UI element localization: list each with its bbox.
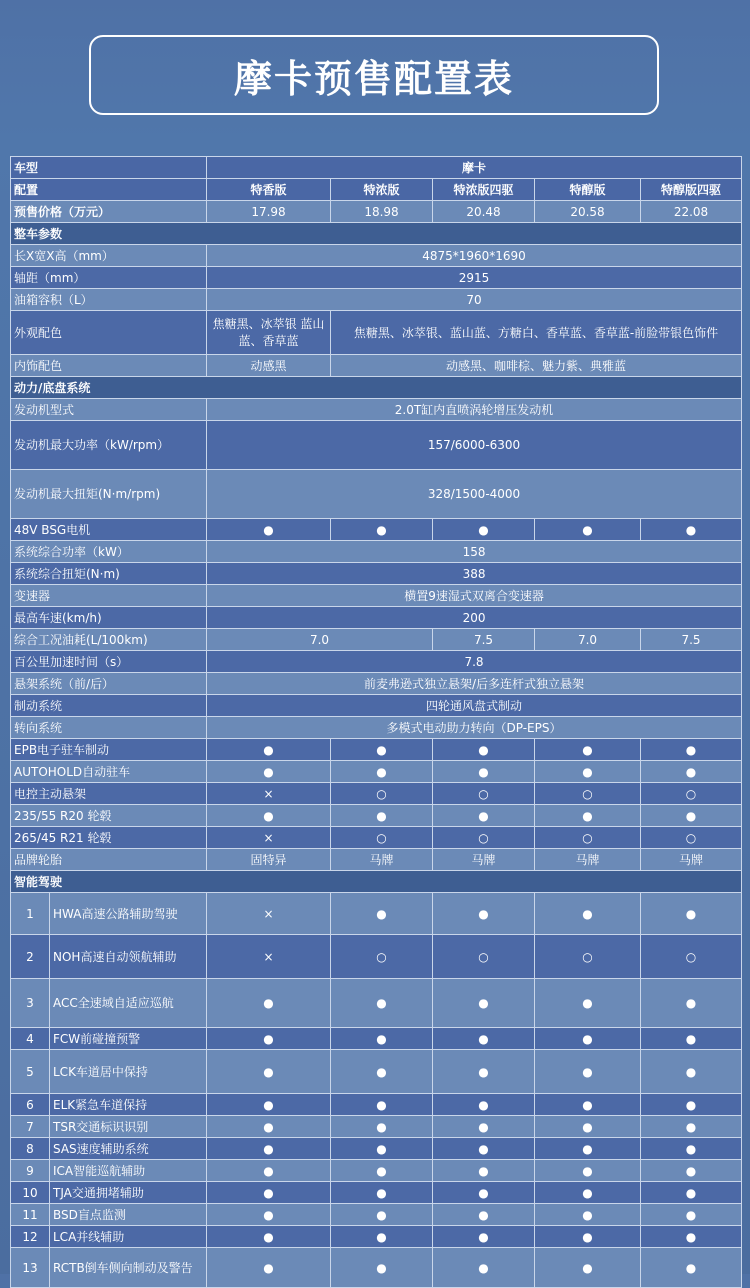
feature-mark: ○ — [433, 827, 535, 849]
section-title: 动力/底盘系统 — [11, 377, 742, 399]
row-brake — [11, 695, 742, 717]
smart-feature-name: RCTB倒车侧向制动及警告 — [50, 1248, 207, 1288]
feature-mark: ● — [331, 805, 433, 827]
feature-mark: ● — [535, 1116, 641, 1138]
row-interior — [11, 355, 742, 377]
param-value: 动感黑 — [207, 355, 331, 377]
smart-feature-name: LCA并线辅助 — [50, 1226, 207, 1248]
section-power — [11, 377, 742, 399]
feature-mark: × — [207, 783, 331, 805]
param-value: 7.0 — [207, 629, 433, 651]
param-label: 发动机型式 — [11, 399, 207, 421]
smart-row-number: 11 — [11, 1204, 50, 1226]
feature-mark: ● — [207, 1028, 331, 1050]
feature-mark: ● — [433, 519, 535, 541]
param-label: 265/45 R21 轮毂 — [11, 827, 207, 849]
row-active-suspension — [11, 783, 742, 805]
smart-row-number: 3 — [11, 979, 50, 1028]
version-name: 特香版 — [207, 179, 331, 201]
row-epb — [11, 739, 742, 761]
feature-mark: ● — [535, 805, 641, 827]
param-value: 7.5 — [433, 629, 535, 651]
row-bsg — [11, 519, 742, 541]
version-name: 特浓版四驱 — [433, 179, 535, 201]
feature-mark: ○ — [535, 783, 641, 805]
smart-row — [11, 1050, 742, 1094]
feature-mark: ○ — [641, 935, 742, 979]
feature-mark: ● — [331, 1182, 433, 1204]
feature-mark: ● — [641, 1028, 742, 1050]
smart-row-number: 12 — [11, 1226, 50, 1248]
row-r21 — [11, 827, 742, 849]
feature-mark: ● — [535, 1050, 641, 1094]
param-label: 48V BSG电机 — [11, 519, 207, 541]
row-max-power — [11, 421, 742, 470]
param-value: 马牌 — [433, 849, 535, 871]
param-value: 7.0 — [535, 629, 641, 651]
smart-row — [11, 1028, 742, 1050]
smart-feature-name: TSR交通标识识别 — [50, 1116, 207, 1138]
version-name: 特醇版 — [535, 179, 641, 201]
feature-mark: ● — [535, 1204, 641, 1226]
feature-mark: ● — [331, 1160, 433, 1182]
smart-row — [11, 1138, 742, 1160]
smart-row — [11, 893, 742, 935]
feature-mark: ○ — [433, 935, 535, 979]
smart-row-number: 13 — [11, 1248, 50, 1288]
param-value: 158 — [207, 541, 742, 563]
feature-mark: × — [207, 893, 331, 935]
feature-mark: ● — [535, 1182, 641, 1204]
price-value: 18.98 — [331, 201, 433, 223]
feature-mark: ● — [207, 1138, 331, 1160]
row-tire — [11, 849, 742, 871]
section-title: 整车参数 — [11, 223, 742, 245]
smart-feature-name: FCW前碰撞预警 — [50, 1028, 207, 1050]
smart-feature-name: BSD盲点监测 — [50, 1204, 207, 1226]
price-value: 22.08 — [641, 201, 742, 223]
section-smart — [11, 871, 742, 893]
smart-row — [11, 1204, 742, 1226]
price-value: 20.58 — [535, 201, 641, 223]
param-label: 电控主动悬架 — [11, 783, 207, 805]
price-label: 预售价格（万元） — [11, 201, 207, 223]
feature-mark: ● — [433, 761, 535, 783]
feature-mark: ○ — [535, 827, 641, 849]
feature-mark: ● — [535, 1028, 641, 1050]
param-value: 固特异 — [207, 849, 331, 871]
param-value: 4875*1960*1690 — [207, 245, 742, 267]
row-tank — [11, 289, 742, 311]
feature-mark: ● — [433, 1226, 535, 1248]
page-title: 摩卡预售配置表 — [233, 56, 514, 101]
param-label: 百公里加速时间（s） — [11, 651, 207, 673]
feature-mark: ● — [641, 1116, 742, 1138]
param-value: 四轮通风盘式制动 — [207, 695, 742, 717]
feature-mark: ● — [641, 1204, 742, 1226]
row-accel — [11, 651, 742, 673]
feature-mark: ● — [433, 893, 535, 935]
param-value: 328/1500-4000 — [207, 470, 742, 519]
feature-mark: ● — [535, 519, 641, 541]
feature-mark: ● — [433, 739, 535, 761]
feature-mark: × — [207, 827, 331, 849]
row-r20 — [11, 805, 742, 827]
feature-mark: ● — [433, 805, 535, 827]
param-label: 综合工况油耗(L/100km) — [11, 629, 207, 651]
feature-mark: ● — [207, 1204, 331, 1226]
param-label: 转向系统 — [11, 717, 207, 739]
param-label: 外观配色 — [11, 311, 207, 355]
feature-mark: ● — [641, 519, 742, 541]
feature-mark: ● — [331, 1094, 433, 1116]
param-label: EPB电子驻车制动 — [11, 739, 207, 761]
param-label: 油箱容积（L） — [11, 289, 207, 311]
param-value: 200 — [207, 607, 742, 629]
config-label: 配置 — [11, 179, 207, 201]
title-banner — [89, 35, 659, 115]
feature-mark: ● — [433, 1182, 535, 1204]
smart-row-number: 2 — [11, 935, 50, 979]
param-value: 马牌 — [331, 849, 433, 871]
param-value: 157/6000-6300 — [207, 421, 742, 470]
section-title: 智能驾驶 — [11, 871, 742, 893]
feature-mark: ● — [433, 1138, 535, 1160]
row-max-torque — [11, 470, 742, 519]
param-label: 内饰配色 — [11, 355, 207, 377]
version-name: 特醇版四驱 — [641, 179, 742, 201]
param-value: 7.5 — [641, 629, 742, 651]
param-value: 马牌 — [535, 849, 641, 871]
param-value: 2.0T缸内直喷涡轮增压发动机 — [207, 399, 742, 421]
param-label: 制动系统 — [11, 695, 207, 717]
param-value: 前麦弗逊式独立悬架/后多连杆式独立悬架 — [207, 673, 742, 695]
param-value: 388 — [207, 563, 742, 585]
feature-mark: ● — [433, 1116, 535, 1138]
param-label: 发动机最大扭矩(N·m/rpm) — [11, 470, 207, 519]
row-sys-torque — [11, 563, 742, 585]
param-value: 多模式电动助力转向（DP-EPS） — [207, 717, 742, 739]
param-value: 7.8 — [207, 651, 742, 673]
feature-mark: ● — [207, 739, 331, 761]
param-label: 系统综合扭矩(N·m) — [11, 563, 207, 585]
smart-feature-name: ACC全速域自适应巡航 — [50, 979, 207, 1028]
feature-mark: ● — [535, 979, 641, 1028]
param-label: 长X宽X高（mm） — [11, 245, 207, 267]
feature-mark: ● — [207, 805, 331, 827]
row-price — [11, 201, 742, 223]
feature-mark: ● — [331, 893, 433, 935]
price-value: 17.98 — [207, 201, 331, 223]
smart-row — [11, 1116, 742, 1138]
feature-mark: ● — [535, 1226, 641, 1248]
smart-feature-name: SAS速度辅助系统 — [50, 1138, 207, 1160]
param-value: 70 — [207, 289, 742, 311]
param-label: 235/55 R20 轮毂 — [11, 805, 207, 827]
feature-mark: ● — [641, 1094, 742, 1116]
feature-mark: ● — [433, 1094, 535, 1116]
smart-feature-name: LCK车道居中保持 — [50, 1050, 207, 1094]
param-value: 横置9速湿式双离合变速器 — [207, 585, 742, 607]
param-value: 焦糖黑、冰萃银 蓝山蓝、香草蓝 — [207, 311, 331, 355]
smart-row — [11, 1160, 742, 1182]
smart-row-number: 8 — [11, 1138, 50, 1160]
smart-feature-name: TJA交通拥堵辅助 — [50, 1182, 207, 1204]
param-value: 焦糖黑、冰萃银、蓝山蓝、方糖白、香草蓝、香草蓝-前脸带银色饰件 — [331, 311, 742, 355]
param-label: 品牌轮胎 — [11, 849, 207, 871]
row-exterior — [11, 311, 742, 355]
feature-mark: ● — [535, 739, 641, 761]
feature-mark: ● — [433, 1160, 535, 1182]
param-label: 悬架系统（前/后） — [11, 673, 207, 695]
feature-mark: ● — [535, 1248, 641, 1288]
feature-mark: ● — [331, 1028, 433, 1050]
smart-row-number: 10 — [11, 1182, 50, 1204]
smart-row — [11, 1094, 742, 1116]
feature-mark: ● — [207, 979, 331, 1028]
feature-mark: ● — [331, 1226, 433, 1248]
feature-mark: ● — [207, 1248, 331, 1288]
feature-mark: ● — [331, 761, 433, 783]
row-wheelbase — [11, 267, 742, 289]
feature-mark: ● — [207, 1094, 331, 1116]
row-steering — [11, 717, 742, 739]
feature-mark: ● — [331, 1248, 433, 1288]
param-label: AUTOHOLD自动驻车 — [11, 761, 207, 783]
row-fuel — [11, 629, 742, 651]
smart-feature-name: ICA智能巡航辅助 — [50, 1160, 207, 1182]
feature-mark: ○ — [641, 783, 742, 805]
smart-row — [11, 979, 742, 1028]
feature-mark: ● — [331, 1116, 433, 1138]
row-gearbox — [11, 585, 742, 607]
feature-mark: ○ — [535, 935, 641, 979]
feature-mark: ○ — [331, 783, 433, 805]
row-sys-power — [11, 541, 742, 563]
smart-feature-name: NOH高速自动领航辅助 — [50, 935, 207, 979]
feature-mark: ● — [331, 1138, 433, 1160]
version-name: 特浓版 — [331, 179, 433, 201]
param-value: 动感黑、咖啡棕、魅力紫、典雅蓝 — [331, 355, 742, 377]
model-label: 车型 — [11, 157, 207, 179]
feature-mark: ● — [433, 979, 535, 1028]
feature-mark: ● — [331, 1050, 433, 1094]
feature-mark: ● — [207, 1226, 331, 1248]
feature-mark: ● — [641, 1182, 742, 1204]
smart-row-number: 7 — [11, 1116, 50, 1138]
param-value: 马牌 — [641, 849, 742, 871]
feature-mark: ● — [535, 1138, 641, 1160]
section-body — [11, 223, 742, 245]
feature-mark: ● — [535, 1160, 641, 1182]
smart-row-number: 6 — [11, 1094, 50, 1116]
smart-row-number: 9 — [11, 1160, 50, 1182]
feature-mark: ○ — [331, 935, 433, 979]
feature-mark: ● — [207, 519, 331, 541]
feature-mark: ● — [433, 1204, 535, 1226]
param-value: 2915 — [207, 267, 742, 289]
feature-mark: ○ — [331, 827, 433, 849]
param-label: 轴距（mm） — [11, 267, 207, 289]
feature-mark: ● — [641, 1248, 742, 1288]
feature-mark: ● — [641, 739, 742, 761]
feature-mark: ● — [641, 761, 742, 783]
param-label: 发动机最大功率（kW/rpm） — [11, 421, 207, 470]
feature-mark: ● — [207, 1160, 331, 1182]
smart-row-number: 1 — [11, 893, 50, 935]
row-size — [11, 245, 742, 267]
feature-mark: ● — [331, 1204, 433, 1226]
smart-row-number: 5 — [11, 1050, 50, 1094]
smart-row — [11, 1248, 742, 1288]
feature-mark: ● — [641, 1226, 742, 1248]
feature-mark: ● — [641, 1160, 742, 1182]
feature-mark: ● — [641, 805, 742, 827]
param-label: 最高车速(km/h) — [11, 607, 207, 629]
feature-mark: ● — [331, 739, 433, 761]
feature-mark: ● — [433, 1248, 535, 1288]
row-autohold — [11, 761, 742, 783]
param-label: 变速器 — [11, 585, 207, 607]
feature-mark: ● — [535, 893, 641, 935]
feature-mark: ● — [331, 519, 433, 541]
smart-row — [11, 1226, 742, 1248]
feature-mark: ● — [641, 1138, 742, 1160]
smart-row — [11, 935, 742, 979]
row-model — [11, 157, 742, 179]
model-value: 摩卡 — [207, 157, 742, 179]
feature-mark: × — [207, 935, 331, 979]
feature-mark: ● — [207, 1050, 331, 1094]
smart-feature-name: ELK紧急车道保持 — [50, 1094, 207, 1116]
feature-mark: ● — [207, 1182, 331, 1204]
config-table — [10, 156, 742, 1288]
feature-mark: ○ — [641, 827, 742, 849]
smart-row — [11, 1182, 742, 1204]
feature-mark: ● — [433, 1028, 535, 1050]
feature-mark: ● — [535, 761, 641, 783]
feature-mark: ● — [331, 979, 433, 1028]
row-engine — [11, 399, 742, 421]
feature-mark: ● — [641, 979, 742, 1028]
feature-mark: ● — [433, 1050, 535, 1094]
param-label: 系统综合功率（kW） — [11, 541, 207, 563]
feature-mark: ● — [641, 1050, 742, 1094]
row-config — [11, 179, 742, 201]
feature-mark: ● — [641, 893, 742, 935]
price-value: 20.48 — [433, 201, 535, 223]
feature-mark: ● — [207, 1116, 331, 1138]
smart-row-number: 4 — [11, 1028, 50, 1050]
feature-mark: ● — [535, 1094, 641, 1116]
row-top-speed — [11, 607, 742, 629]
feature-mark: ● — [207, 761, 331, 783]
feature-mark: ○ — [433, 783, 535, 805]
smart-feature-name: HWA高速公路辅助驾驶 — [50, 893, 207, 935]
row-suspension — [11, 673, 742, 695]
